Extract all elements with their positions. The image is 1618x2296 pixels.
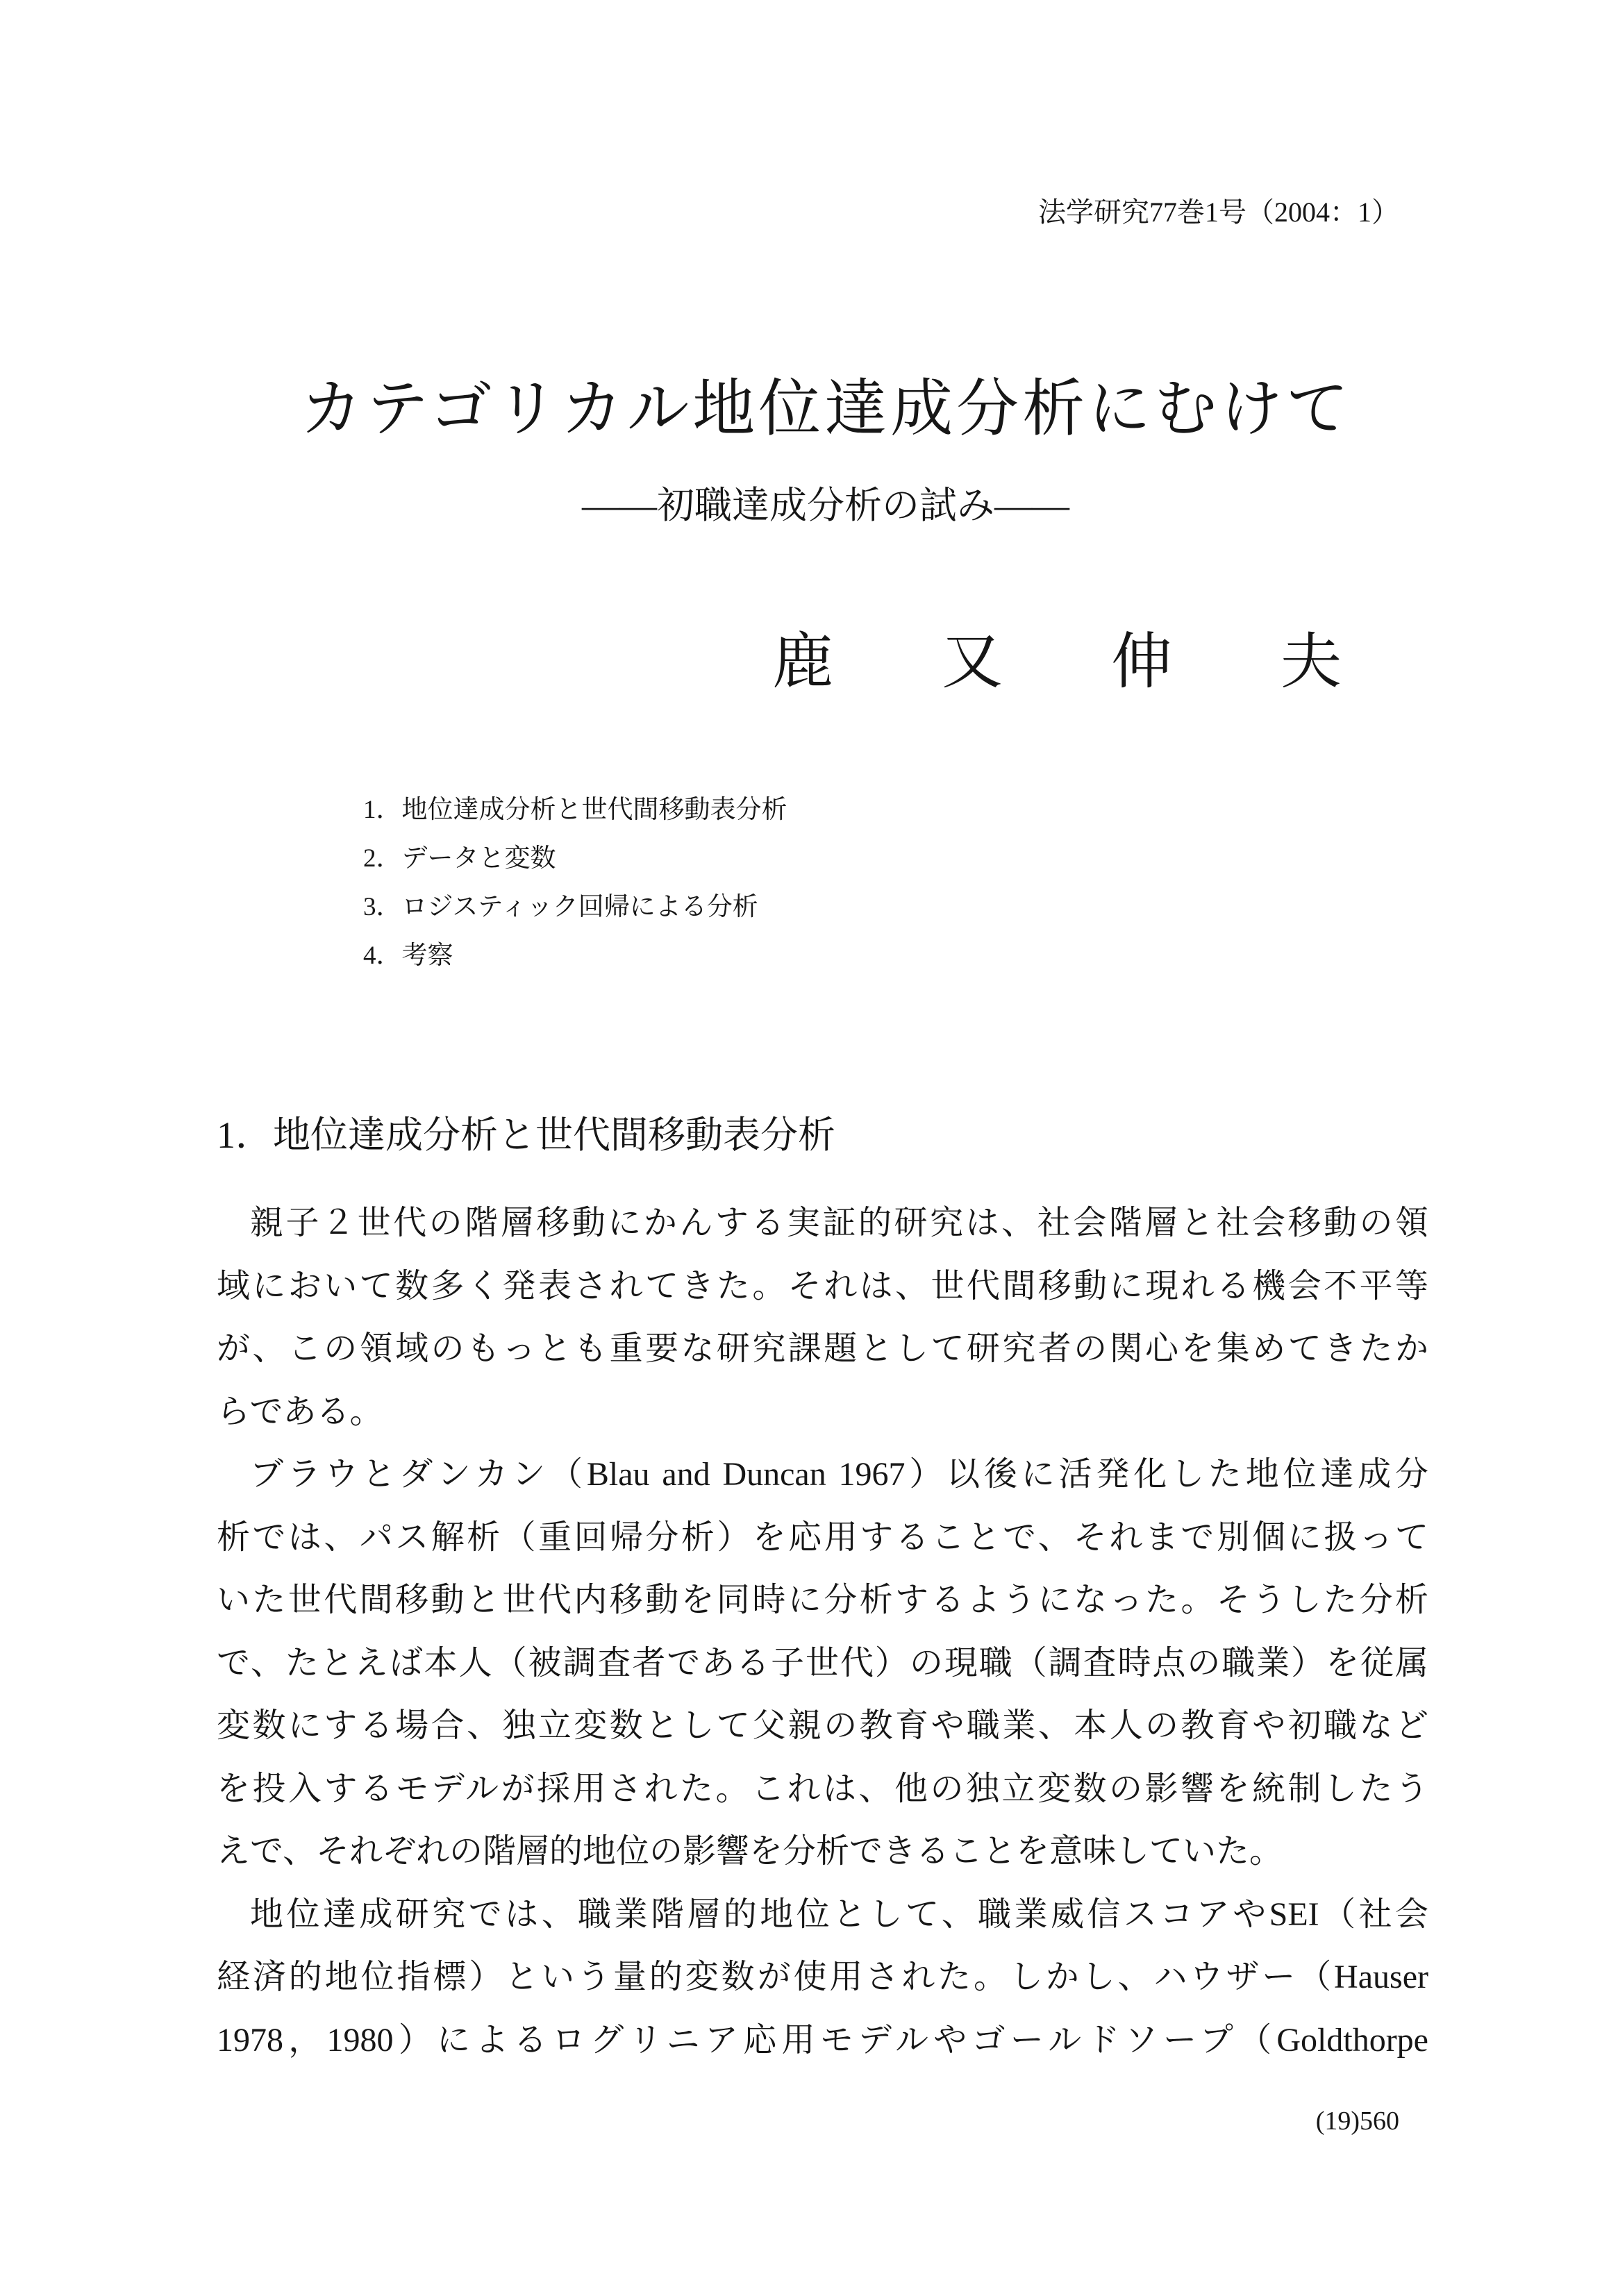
toc-item: 2．データと変数 <box>363 844 556 873</box>
toc-item: 3．ロジスティック回帰による分析 <box>363 893 758 921</box>
toc-item: 1．地位達成分析と世代間移動表分析 <box>363 796 787 824</box>
paper-subtitle: ――初職達成分析の試み―― <box>582 485 1069 526</box>
body-line: 経済的地位指標）という量的変数が使用された。しかし、ハウザー（Hauser <box>217 1959 1428 1995</box>
page-number: (19)560 <box>1315 2106 1399 2136</box>
body-line: いた世代間移動と世代内移動を同時に分析するようになった。そうした分析 <box>217 1582 1428 1618</box>
body-line: 親子２世代の階層移動にかんする実証的研究は、社会階層と社会移動の領 <box>250 1205 1428 1241</box>
body-line: ブラウとダンカン（Blau and Duncan 1967）以後に活発化した地位達成分 <box>250 1456 1428 1493</box>
toc-item: 4．考察 <box>363 941 453 970</box>
section-body <box>217 1192 1428 2072</box>
body-line: 析では、パス解析（重回帰分析）を応用することで、それまで別個に扱って <box>217 1518 1428 1556</box>
body-line: 変数にする場合、独立変数として父親の教育や職業、本人の教育や初職など <box>217 1707 1428 1744</box>
journal-header: 法学研究77巻1号（2004：1） <box>1038 196 1399 228</box>
section-heading: 1．地位達成分析と世代間移動表分析 <box>217 1114 835 1156</box>
body-line: を投入するモデルが採用された。これは、他の独立変数の影響を統制したう <box>217 1770 1428 1807</box>
table-of-contents <box>363 786 787 980</box>
paper-title: カテゴリカル地位達成分析にむけて <box>300 375 1349 444</box>
body-line: が、この領域のもっとも重要な研究課題として研究者の関心を集めてきたか <box>217 1330 1428 1367</box>
body-line: 地位達成研究では、職業階層的地位として、職業威信スコアやSEI（社会 <box>250 1895 1428 1933</box>
body-line: えで、それぞれの階層的地位の影響を分析できることを意味していた。 <box>217 1833 1283 1870</box>
body-line: 域において数多く発表されてきた。それは、世代間移動に現れる機会不平等 <box>217 1267 1428 1305</box>
body-line: らである。 <box>217 1393 383 1430</box>
author-name: 鹿 又 伸 夫 <box>772 629 1366 696</box>
body-line: で、たとえば本人（被調査者である子世代）の現職（調査時点の職業）を従属 <box>217 1644 1428 1682</box>
body-line: 1978，1980）によるログリニア応用モデルやゴールドソープ（Goldthorpe <box>217 2021 1428 2059</box>
